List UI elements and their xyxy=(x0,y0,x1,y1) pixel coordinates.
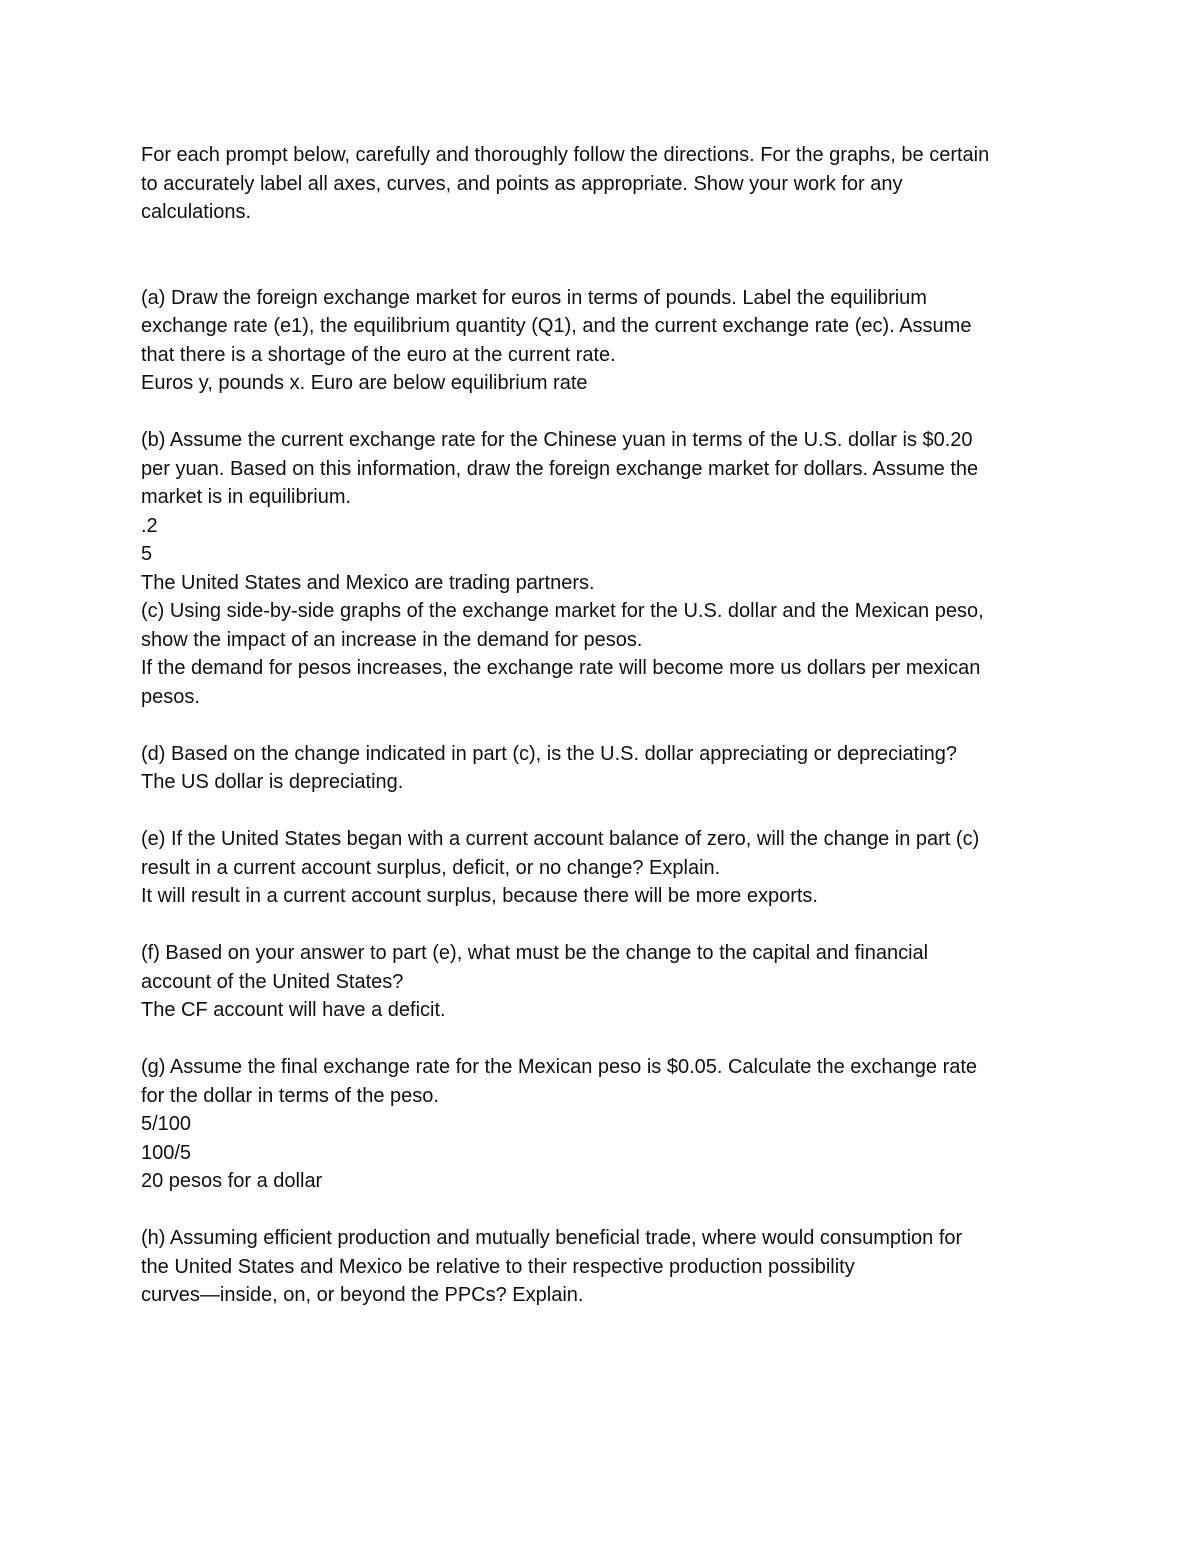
part-f-answer-line: The CF account will have a deficit. xyxy=(141,999,446,1021)
part-e-prompt-line: (e) If the United States began with a current account balance of zero, will the change in part (c) xyxy=(141,828,980,850)
part-e xyxy=(141,825,1071,911)
part-a xyxy=(141,284,1071,398)
part-d-answer-line: The US dollar is depreciating. xyxy=(141,771,404,793)
part-a-prompt-line: exchange rate (e1), the equilibrium quantity (Q1), and the current exchange rate (ec). Assume xyxy=(141,315,972,337)
part-f-prompt-line: (f) Based on your answer to part (e), what must be the change to the capital and financial xyxy=(141,942,929,964)
part-g-prompt-line: (g) Assume the final exchange rate for the Mexican peso is $0.05. Calculate the exchange rate xyxy=(141,1056,978,1078)
intro-line: to accurately label all axes, curves, and points as appropriate. Show your work for any xyxy=(141,172,903,195)
spacer xyxy=(141,797,1071,826)
part-e-answer-line: It will result in a current account surplus, because there will be more exports. xyxy=(141,885,818,907)
part-c-prompt-line: (c) Using side-by-side graphs of the exchange market for the U.S. dollar and the Mexican peso, xyxy=(141,600,984,622)
part-a-prompt-line: (a) Draw the foreign exchange market for euros in terms of pounds. Label the equilibrium xyxy=(141,286,927,309)
part-b-prompt-line: market is in equilibrium. xyxy=(141,486,352,508)
part-g-prompt-line: for the dollar in terms of the peso. xyxy=(141,1084,439,1107)
part-d xyxy=(141,740,1071,797)
part-a-answer-line: Euros y, pounds x. Euro are below equilibrium rate xyxy=(141,372,588,394)
part-h xyxy=(141,1224,1071,1310)
part-h-prompt-line: curves—inside, on, or beyond the PPCs? Explain. xyxy=(141,1284,584,1306)
part-b-prompt-line: (b) Assume the current exchange rate for the Chinese yuan in terms of the U.S. dollar is $0.20 xyxy=(141,429,973,451)
part-b-answer-line: .2 xyxy=(141,514,158,537)
spacer xyxy=(141,1025,1071,1054)
part-f xyxy=(141,939,1071,1025)
part-h-prompt-line: (h) Assuming efficient production and mutually beneficial trade, where would consumption for xyxy=(141,1227,963,1249)
part-g-answer-line: 100/5 xyxy=(141,1141,192,1164)
spacer xyxy=(141,1196,1071,1225)
part-b-answer-line: 5 xyxy=(141,543,153,565)
part-b-prompt-line: per yuan. Based on this information, draw the foreign exchange market for dollars. Assume the xyxy=(141,457,979,480)
part-g-answer-line: 20 pesos for a dollar xyxy=(141,1170,323,1192)
part-f-prompt-line: account of the United States? xyxy=(141,970,404,993)
part-c-answer-line: pesos. xyxy=(141,685,200,708)
intro-paragraph xyxy=(141,141,1071,227)
part-c xyxy=(141,597,1071,711)
part-g-answer-line: 5/100 xyxy=(141,1113,192,1135)
part-b xyxy=(141,426,1071,597)
spacer xyxy=(141,398,1071,427)
spacer xyxy=(141,227,1071,284)
intro-line: calculations. xyxy=(141,201,252,223)
context-line: The United States and Mexico are trading partners. xyxy=(141,571,595,594)
spacer xyxy=(141,711,1071,740)
part-g xyxy=(141,1053,1071,1196)
part-a-prompt-line: that there is a shortage of the euro at the current rate. xyxy=(141,343,616,366)
part-h-prompt-line: the United States and Mexico be relative to their respective production possibility xyxy=(141,1255,855,1278)
part-e-prompt-line: result in a current account surplus, deficit, or no change? Explain. xyxy=(141,856,721,879)
document-body xyxy=(141,141,1071,1310)
part-c-prompt-line: show the impact of an increase in the demand for pesos. xyxy=(141,628,643,651)
part-d-prompt-line: (d) Based on the change indicated in part (c), is the U.S. dollar appreciating or depreciating? xyxy=(141,742,958,765)
part-c-answer-line: If the demand for pesos increases, the exchange rate will become more us dollars per mexican xyxy=(141,657,981,679)
spacer xyxy=(141,911,1071,940)
intro-line: For each prompt below, carefully and thoroughly follow the directions. For the graphs, be certain xyxy=(141,144,990,166)
